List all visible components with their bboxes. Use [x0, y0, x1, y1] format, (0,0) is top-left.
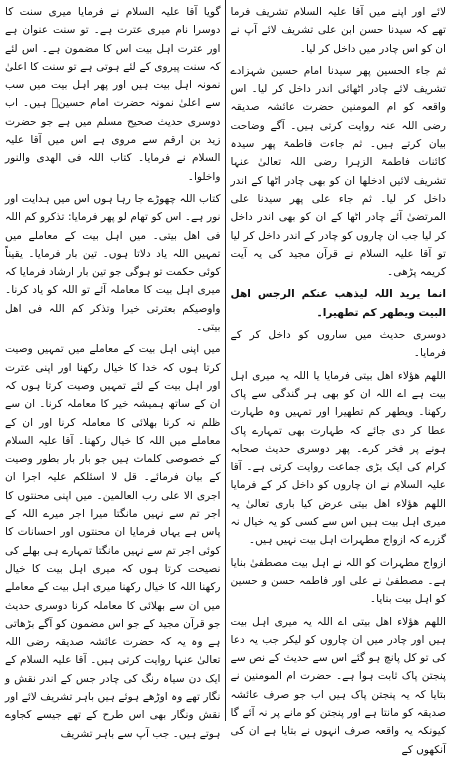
paragraph-second-hadith: دوسری حدیث میں ساروں کو داخل کر کے فرمایا۔: [231, 326, 447, 363]
column-divider: [225, 0, 226, 721]
paragraph-panjtan: اللھم ھؤلاء اھل بیتی اے اللہ یہ میری اہل بیت ہیں اور چادر میں ان چاروں کو لیکر جب یہ دعا کی تو کل پانچ ہو گئے اس سے حدیث کے نص سے پنجتن پاک ثابت ہوا ہے۔ حضرت ام المومنین نے بتایا کہ یہ پنجتن پاک ہیں اب جو صرف عائشہ صدیقہ کو مانتا ہے اور پنجتن کو مانے پر نہ آئے گا کیونکہ یہ واقعہ صرف انہوں نے بتایا ہے ان کی آنکھوں کے: [231, 613, 447, 759]
paragraph-husain-fatima-ali: ثم جاء الحسین پھر سیدنا امام حسین شہزادے تشریف لائے چادر اٹھائی اندر داخل کر لیا۔ اس واقعہ کو ام المومنین حضرت عائشہ صدیقہ رضی اللہ عنہ روایت کرتی ہیں۔ آگے وضاحت بیان کرتے ہیں۔ ثم جاءت فاطمۃ پھر سیدہ کائنات فاطمۃ الزہرا رضی اللہ تعالیٰ عنہا تشریف لائیں ادخلھا ان کو بھی چادر اٹھا کے اندر داخل کر لیا۔ ثم جاء علی پھر سیدنا علی المرتضیٰ آئے چادر اٹھا کے ان کو بھی اندر داخل کر لیا جب ان چاروں کو چادر کے اندر داخل کر لیا تو آقا علیہ السلام نے قرآن مجید کی یہ آیت کریمہ پڑھی۔: [231, 62, 447, 282]
paragraph-sunnat-itrat: گویا آقا علیہ السلام نے فرمایا میری سنت کا دوسرا نام میری عترت ہے۔ تو سنت عنوان ہے اور عترت اہل بیت اس کا مضمون ہے۔ اس لئے کہ سنت پیروی کے لئے ہوتی ہے تو سنت کا اعلیٰ نمونہ اہل بیت ہیں اور پھر اہل بیت میں سب سے اعلیٰ نمونہ حضرت امام حسینؑ ہیں۔ اب دوسری حدیث صحیح مسلم میں ہے جو حضرت زید بن ارقم سے مروی ہے اس میں آقا علیہ السلام نے فرمایا۔ کتاب اللہ فی الھدی والنور واخلوا۔: [5, 3, 221, 186]
paragraph-azwaj: ازواج مطہرات کو اللہ نے اہل بیت مصطفیٰ بنایا ہے۔ مصطفیٰ نے علی اور فاطمہ حسن و حسین کو اہل بیت بنایا۔: [231, 554, 447, 609]
ayah-tathir: انما یرید اللہ لیذھب عنکم الرجس اھل البیت ویطھر کم تطھیرا۔: [231, 285, 447, 322]
paragraph-wasiyat: میں اپنی اہل بیت کے معاملے میں تمہیں وصیت کرتا ہوں کہ خدا کا خیال رکھنا اور اپنی عترت اور اہل بیت کے لئے تمہیں وصیت کرتا ہوں کہ ان کے ساتھ ہمیشہ خیر کا معاملہ کرنا۔ ان سے ظلم نہ کرنا بھلائی کا معاملہ کرنا اور ان کے معاملے میں اللہ کا خیال رکھنا۔ آقا علیہ السلام کے خصوصی کلمات ہیں جو بار بار بطور وصیت کے بیان فرمائے۔ قل لا اسئلکم علیہ اجرا ان اجری الا علی رب العالمین۔ میں اپنی محنتوں کا اجر تم سے نہیں مانگتا میرا اجر میرے اللہ کے پاس ہے یہاں فرمایا ان محنتوں اور احسانات کا کوئی اجر تم سے نہیں مانگتا تمہارے ہی بھلے کی نصیحت کرتا ہوں کہ میری اہل بیت کا خیال رکھنا اللہ کا خیال رکھنا میری اہل بیت کے معاملے میں ان سے بھلائی کا معاملہ کرنا دوسری حدیث جو قرآن مجید کے جو اس مضمون کو آگے بڑھاتی ہے وہ یہ کہ حضرت عائشہ صدیقہ رضی اللہ تعالیٰ عنہا روایت کرتی ہیں۔ آقا علیہ السلام کے ایک دن سیاہ رنگ کی چادر جس کے اندر نقش و نگار تھے وہ اوڑھے ہوئے ہیں باہر تشریف لائے اور نقش ونگار بھی اس طرح کے تھے جیسے کجاوے ہوتے ہیں۔ جب آپ سے باہر تشریف: [5, 340, 221, 743]
right-column: [0, 0, 226, 721]
paragraph-hasan-entry: لائے اور اپنے میں آقا علیہ السلام تشریف فرما تھے کہ سیدنا حسن ابن علی تشریف لائے آپ نے ان کو اس چادر میں داخل کر لیا۔: [231, 3, 447, 58]
paragraph-allahumma: اللھم ھؤلاء اھل بیتی فرمایا یا اللہ یہ میری اہل بیت ہے اے اللہ ان کو بھی ہر گندگی سے پاک رکھنا۔ ویطھر کم تطھیرا اور تمہیں وہ طہارت عطا کر دی جائے کہ طہارت بھی تمہارے پاک ہونے پر فخر کرے۔ پھر دوسری حدیث صحابہ کرام کی ایک بڑی جماعت روایت کرتی ہے۔ آقا علیہ السلام نے ان چاروں کو داخل کر کے فرمایا اللھم ھؤلاء اھل بیتی عرض کیا باری تعالیٰ یہ میری اہل بیت ہیں اس سے کسی کو یہ خیال نہ گزرے کہ ازواج مطہرات اہل بیت نہیں ہیں۔: [231, 367, 447, 550]
left-column: [226, 0, 451, 721]
paragraph-kitabullah: کتاب اللہ چھوڑے جا رہا ہوں اس میں ہدایت اور نور ہے۔ اس کو تھام لو پھر فرمایا: تذکرو کم اللہ فی اهل بیتی۔ میں اہل بیت کے معاملے میں تمہیں اللہ یاد دلاتا ہوں۔ تین بار فرمایا۔ یقیناً کوئی حکمت تو ہوگی جو تین بار ارشاد فرمایا کہ میری اہل بیت کا معاملہ آئے تو اللہ کو یاد کرنا۔ واوصیکم بعترتی خیرا وتذکر کم اللہ فی اهل بیتی۔: [5, 190, 221, 336]
